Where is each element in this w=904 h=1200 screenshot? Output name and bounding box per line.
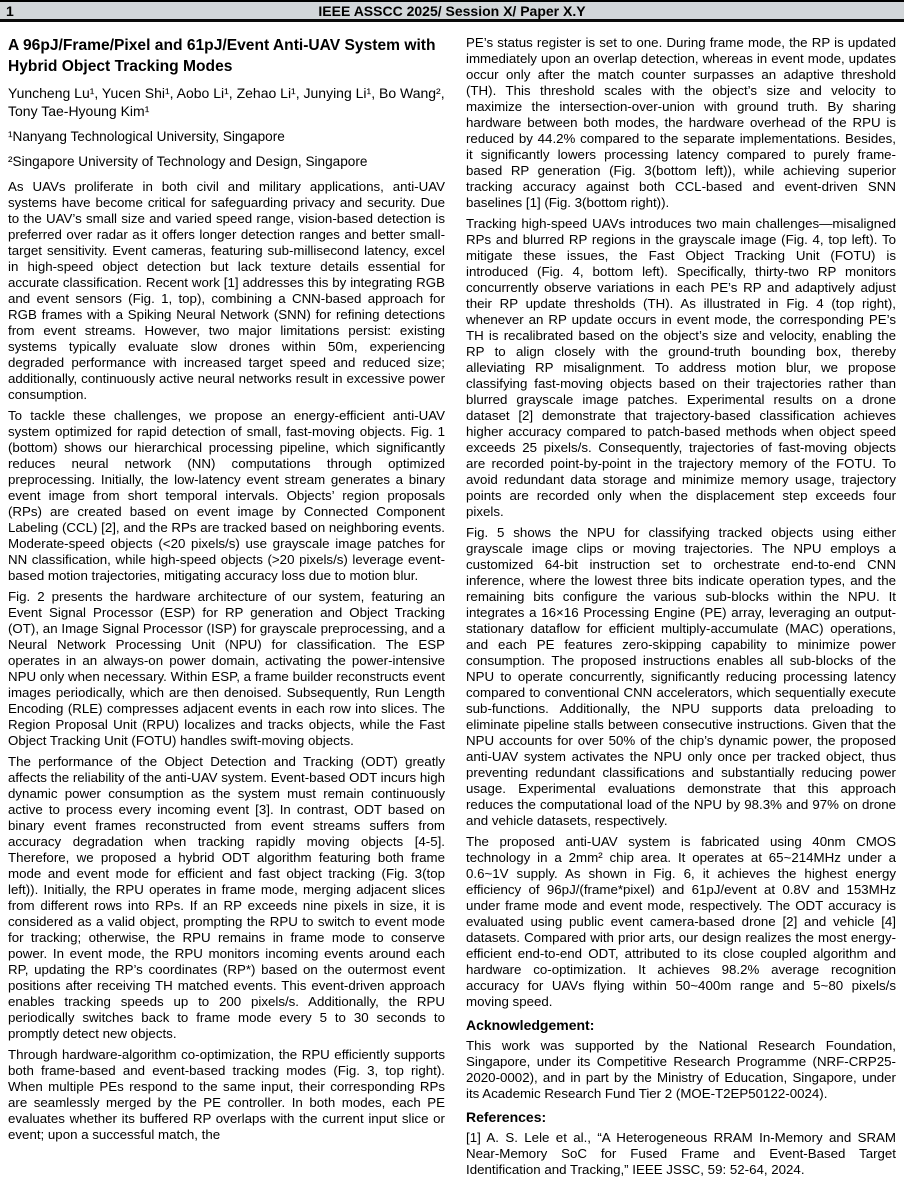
body-paragraph: The performance of the Object Detection and Tracking (ODT) greatly affects the reliability of the anti-UAV system. Event-based ODT incurs high dynamic power consumption as the system must remain continuously active to process every incoming event [3]. In contrast, ODT based on binary event frames reconstructed from event streams suffers from accuracy degradation when tracking rapidly moving objects [4-5]. Therefore, we proposed a hybrid ODT algorithm featuring both frame mode and event mode for efficient and fast object tracking (Fig. 3(top left)). Initially, the RPU operates in frame mode, merging adjacent slices from different rows into RPs. If an RP exceeds nine pixels in size, it is considered as a valid object, prompting the RPU to switch to event mode for tracking; otherwise, the RPU remains in frame mode to conserve power. In event mode, the RPU monitors incoming events around each RP, updating the RP’s coordinates (RP*) based on the outermost event positions after receiving TH matched events. This event-driven approach enables tracking speeds up to 200 pixels/s. Additionally, the RPU periodically switches back to frame mode every 5 to 30 seconds to promptly detect new objects.: [8, 754, 445, 1041]
right-column-paragraphs: [466, 35, 896, 1010]
body-paragraph: To tackle these challenges, we propose an energy-efficient anti-UAV system optimized for rapid detection of small, fast-moving objects. Fig. 1 (bottom) shows our hierarchical processing pipeline, which significantly reduces neural network (NN) computations through optimized preprocessing. Initially, the low-latency event stream generates a binary event image from short temporal intervals. Objects’ region proposals (RPs) are created based on event image by Connected Component Labeling (CCL) [2], and the RPs are tracked based on neighboring events. Moderate-speed objects (<20 pixels/s) use grayscale image patches for NN classification, while high-speed objects (>20 pixels/s) leverage event-based motion trajectories, mitigating accuracy loss due to motion blur.: [8, 408, 445, 583]
reference-item: [1] A. S. Lele et al., “A Heterogeneous RRAM In-Memory and SRAM Near-Memory SoC for Fused Frame and Event-Based Target Identification and Tracking,” IEEE JSSC, 59: 52-64, 2024.: [466, 1130, 896, 1177]
body-paragraph: PE’s status register is set to one. During frame mode, the RP is updated immediately upon an overlap detection, whereas in event mode, updates occur only after the match counter surpasses an adaptive threshold (TH). This threshold scales with the object’s size and velocity to maximize the intersection-over-union with ground truth. By sharing hardware between both modes, the hardware overhead of the RPU is reduced by 44.2% compared to the separate implementations. Besides, it significantly lowers processing latency compared to purely frame-based RP generation (Fig. 3(bottom left)), while achieving superior tracking accuracy against both CCL-based and event-driven SNN baselines [1] (Fig. 3(bottom right)).: [466, 35, 896, 210]
page-number: 1: [6, 3, 14, 19]
right-column: [466, 35, 896, 1178]
body-paragraph: Tracking high-speed UAVs introduces two main challenges—misaligned RPs and blurred RP regions in the grayscale image (Fig. 4, top left). To mitigate these issues, the Fast Object Tracking Unit (FOTU) is introduced (Fig. 4, bottom left). Specifically, thirty-two RP monitors concurrently observe variations in each PE’s RP and adaptively adjust their RP update thresholds (TH). As illustrated in Fig. 4 (top right), whenever an RP update occurs in event mode, the corresponding PE’s TH is recalibrated based on the object’s size and velocity, enabling the RP to align closely with the ground-truth bounding box, thereby alleviating RP misalignment. To address motion blur, we propose classifying fast-moving objects based on their trajectories rather than blurred grayscale image patches. Experimental results on a drone dataset [2] demonstrate that trajectory-based classification achieves higher accuracy compared to patch-based methods when object speed exceeds 25 pixels/s. Consequently, trajectories of fast-moving objects are recorded point-by-point in the trajectory memory of the FOTU. To avoid redundant data storage and minimize memory usage, trajectory points are recorded only when the displacement step exceeds four pixels.: [466, 216, 896, 519]
authors-line: Yuncheng Lu¹, Yucen Shi¹, Aobo Li¹, Zehao Li¹, Junying Li¹, Bo Wang², Tony Tae-Hyoung Kim¹: [8, 85, 445, 119]
acknowledgement-heading: Acknowledgement:: [466, 1017, 595, 1033]
affiliations: [8, 128, 445, 170]
affiliation: ¹Nanyang Technological University, Singapore: [8, 129, 285, 144]
header-session-title: IEEE ASSCC 2025/ Session X/ Paper X.Y: [318, 3, 586, 19]
body-paragraph: Through hardware-algorithm co-optimization, the RPU efficiently supports both frame-based and event-based tracking modes (Fig. 3, top right). When multiple PEs respond to the same input, their corresponding RPs are seamlessly merged by the PE controller. In both modes, each PE evaluates whether its buffered RP overlaps with the current input slice or event; upon a successful match, the: [8, 1047, 445, 1142]
body-paragraph: As UAVs proliferate in both civil and military applications, anti-UAV systems have become critical for safeguarding privacy and security. Due to the UAV’s small size and varied speed range, vision-based detection is preferred over radar as it offers longer detection ranges and better small-target sensitivity. Event cameras, featuring sub-millisecond latency, excel in high-speed object detection but lack texture details essential for accurate classification. Recent work [1] addresses this by integrating RGB and event sensors (Fig. 1, top), combining a CNN-based approach for RGB frames with a Spiking Neural Network (SNN) for refining detections from event streams. However, two major limitations persist: existing systems typically evaluate slow drones within 50m, experiencing degraded performance with increased target speed and reduced size; additionally, continuously active neural networks result in excessive power consumption.: [8, 179, 445, 402]
acknowledgement-text: This work was supported by the National Research Foundation, Singapore, under its Competitive Research Programme (NRF-CRP25-2020-0002), and in part by the Ministry of Education, Singapore, under its Academic Research Fund Tier 2 (MOE-T2EP50122-0024).: [466, 1038, 896, 1101]
body-paragraph: Fig. 5 shows the NPU for classifying tracked objects using either grayscale image clips or moving trajectories. The NPU employs a customized 64-bit instruction set to orchestrate end-to-end CNN inference, where the lowest three bits indicate operation types, and the remaining bits configure the various sub-blocks within the NPU. It integrates a 16×16 Processing Engine (PE) array, leveraging an output-stationary dataflow for efficient multiply-accumulate (MAC) operations, and each PE features zero-skipping capability to minimize power consumption. The proposed instructions enables all sub-blocks of the NPU to operate concurrently, significantly reducing processing latency compared to conventional CNN accelerators, which sequentially execute sub-functions. Additionally, the NPU supports data preloading to eliminate pipeline stalls between consecutive instructions. Given that the NPU accounts for over 50% of the chip’s dynamic power, the proposed anti-UAV system activates the NPU only once per tracked object, thus preventing redundant classifications and substantially reducing power usage. Experimental evaluations demonstrate that this approach reduces the computational load of the NPU by 98.3% and 97% on drone and vehicle datasets, respectively.: [466, 525, 896, 828]
body-paragraph: Fig. 2 presents the hardware architecture of our system, featuring an Event Signal Processor (ESP) for RP generation and Object Tracking (OT), an Image Signal Processor (ISP) for grayscale preprocessing, and a Neural Network Processing Unit (NPU) for classification. The ESP operates in an always-on power domain, activating the power-intensive NPU only when necessary. Within ESP, a frame builder reconstructs event images periodically, which are then denoised. Subsequently, Run Length Encoding (RLE) compresses adjacent events in each row into slices. The Region Proposal Unit (RPU) localizes and tracks objects, while the Fast Object Tracking Unit (FOTU) handles swift-moving objects.: [8, 589, 445, 748]
left-column: [8, 35, 445, 1143]
left-column-paragraphs: [8, 179, 445, 1143]
paper-title: A 96pJ/Frame/Pixel and 61pJ/Event Anti-UAV System with Hybrid Object Tracking Modes: [8, 37, 436, 75]
references-heading: References:: [466, 1109, 547, 1125]
affiliation: ²Singapore University of Technology and Design, Singapore: [8, 154, 368, 169]
body-paragraph: The proposed anti-UAV system is fabricated using 40nm CMOS technology in a 2mm² chip area. It operates at 65~214MHz under a 0.6~1V supply. As shown in Fig. 6, it achieves the highest energy efficiency of 96pJ/(frame*pixel) and 61pJ/event at 0.8V and 153MHz under frame mode and event mode, respectively. The ODT accuracy is evaluated using public event camera-based drone [2] and vehicle [4] datasets. Compared with prior arts, our design realizes the most energy-efficient end-to-end ODT, attributed to its close coupled algorithm and hardware co-optimization. It achieves 98.2% average recognition accuracy for UAVs flying within 50~400m range and 5~80 pixels/s moving speed.: [466, 834, 896, 1009]
header-bar: [0, 0, 904, 22]
page-content: [0, 22, 904, 1178]
reference-list: [466, 1130, 896, 1178]
